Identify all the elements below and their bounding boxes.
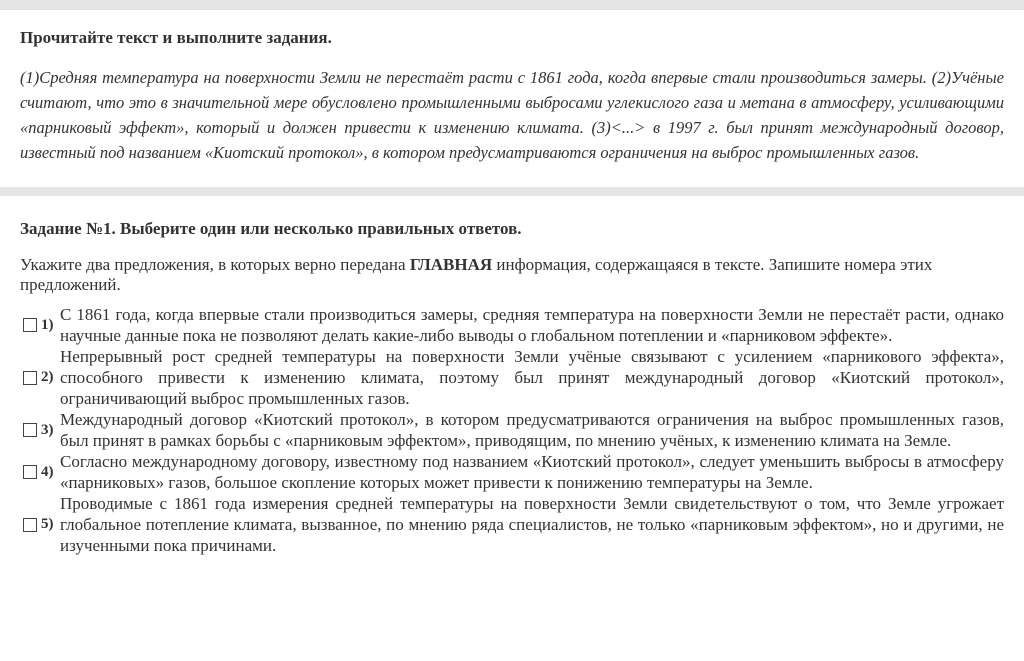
section-divider-bar xyxy=(0,187,1024,196)
reading-text-section xyxy=(0,10,1024,187)
answer-option-3[interactable] xyxy=(20,409,1004,451)
reading-passage: (1)Средняя температура на поверхности Земли не перестаёт расти с 1861 года, когда впервые стали производиться замеры. (2)Учёные считают, что это в значительной мере обусловлено промышленными выбросами углекислого газа и метана в атмосферу, усиливающими «парниковый эффект», который и должен привести к изменению климата. (3)<...> в 1997 г. был принят международный договор, известный под названием «Киотский протокол», в котором предусматриваются ограничения на выброс промышленных газов. xyxy=(20,68,1004,162)
reading-heading: Прочитайте текст и выполните задания. xyxy=(20,28,332,47)
task-heading: Задание №1. Выберите один или несколько правильных ответов. xyxy=(20,219,522,238)
answer-checkbox-4[interactable] xyxy=(23,465,37,479)
answer-number-1: 1) xyxy=(41,316,54,333)
answer-option-5[interactable] xyxy=(20,493,1004,556)
answer-option-1[interactable] xyxy=(20,304,1004,346)
answer-option-2[interactable] xyxy=(20,346,1004,409)
answer-checkbox-5[interactable] xyxy=(23,518,37,532)
question-text-after: информация, содержащаяся в тексте. Запишите номера этих предложений. xyxy=(20,255,933,294)
task-question xyxy=(20,255,1004,295)
answer-checkbox-2[interactable] xyxy=(23,371,37,385)
answer-text-3: Международный договор «Киотский протокол», в котором предусматриваются ограничения на выброс промышленных газов, был принят в рамках борьбы с «парниковым эффектом», приводящим, по мнению учёных, к изменению климата на Земле. xyxy=(60,410,1004,450)
answer-number-4: 4) xyxy=(41,463,54,480)
answer-number-3: 3) xyxy=(41,421,54,438)
answer-text-1: С 1861 года, когда впервые стали производиться замеры, средняя температура на поверхности Земли не перестаёт расти, однако научные данные пока не позволяют делать какие-либо выводы о глобальном потеплении и «парниковом эффекте». xyxy=(60,305,1004,345)
answer-checkbox-1[interactable] xyxy=(23,318,37,332)
answer-text-5: Проводимые с 1861 года измерения средней температуры на поверхности Земли свидетельствуют о том, что Земле угрожает глобальное потепление климата, вызванное, по мнению ряда специалистов, не только «парниковым эффектом», но и другими, не изученными пока причинами. xyxy=(60,494,1004,555)
question-emphasis: ГЛАВНАЯ xyxy=(409,255,493,274)
answer-text-2: Непрерывный рост средней температуры на поверхности Земли учёные связывают с усилением «парникового эффекта», способного привести к изменению климата, поэтому был принят международный договор «Киотский протокол», ограничивающий выброс промышленных газов. xyxy=(60,347,1004,408)
answer-checkbox-3[interactable] xyxy=(23,423,37,437)
answer-option-4[interactable] xyxy=(20,451,1004,493)
task-section xyxy=(0,196,1024,556)
answer-text-4: Согласно международному договору, известному под названием «Киотский протокол», следует уменьшить выбросы в атмосферу «парниковых» газов, большое скопление которых может привести к понижению температуры на Земле. xyxy=(60,452,1004,492)
question-text-before: Укажите два предложения, в которых верно передана xyxy=(20,255,410,274)
answer-number-2: 2) xyxy=(41,369,54,385)
top-divider-bar xyxy=(0,0,1024,10)
answer-number-5: 5) xyxy=(41,516,54,532)
